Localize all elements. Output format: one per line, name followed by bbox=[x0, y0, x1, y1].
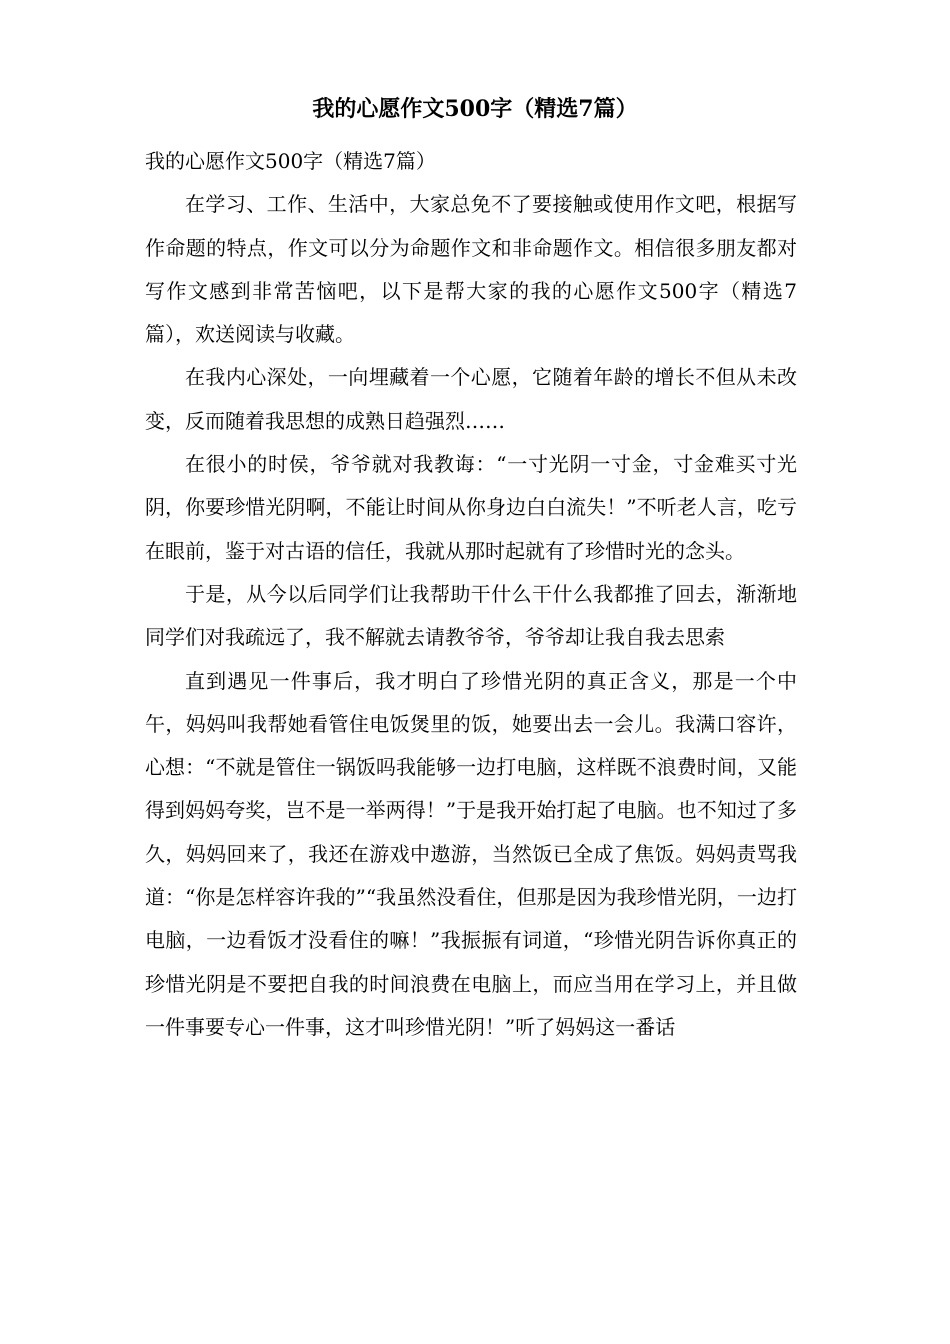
paragraph-rice-story: 直到遇见一件事后，我才明白了珍惜光阴的真正含义，那是一个中午，妈妈叫我帮她看管住电饭煲里的饭，她要出去一会儿。我满口容许，心想：“不就是管住一锅饭吗我能够一边打电脑，这样既不浪费时间，又能得到妈妈夸奖，岂不是一举两得！”于是我开始打起了电脑。也不知过了多久，妈妈回来了，我还在游戏中遨游，当然饭已全成了焦饭。妈妈责骂我道：“你是怎样容许我的”“我虽然没看住，但那是因为我珍惜光阴，一边打电脑，一边看饭才没看住的嘛！”我振振有词道，“珍惜光阴告诉你真正的珍惜光阴是不要把自我的时间浪费在电脑上，而应当用在学习上，并且做一件事要专心一件事，这才叫珍惜光阴！”听了妈妈这一番话 bbox=[145, 668, 797, 1039]
document-subtitle: 我的心愿作文500字（精选7篇） bbox=[145, 149, 436, 173]
paragraph-intro: 在学习、工作、生活中，大家总免不了要接触或使用作文吧，根据写作命题的特点，作文可以分为命题作文和非命题作文。相信很多朋友都对写作文感到非常苦恼吧，以下是帮大家的我的心愿作文500字（精选7篇），欢送阅读与收藏。 bbox=[145, 192, 797, 347]
document-body bbox=[145, 140, 797, 1049]
paragraph-classmates: 于是，从今以后同学们让我帮助干什么干什么我都推了回去，渐渐地同学们对我疏远了，我不解就去请教爷爷，爷爷却让我自我去思索 bbox=[145, 581, 797, 650]
paragraph-grandpa: 在很小的时侯，爷爷就对我教诲：“一寸光阴一寸金，寸金难买寸光阴，你要珍惜光阴啊，不能让时间从你身边白白流失！”不听老人言，吃亏在眼前，鉴于对古语的信任，我就从那时起就有了珍惜时光的念头。 bbox=[145, 452, 797, 563]
document-title: 我的心愿作文500字（精选7篇） bbox=[312, 96, 638, 122]
paragraph-wish: 在我内心深处，一向埋藏着一个心愿，它随着年龄的增长不但从未改变，反而随着我思想的成熟日趋强烈…… bbox=[145, 365, 797, 433]
